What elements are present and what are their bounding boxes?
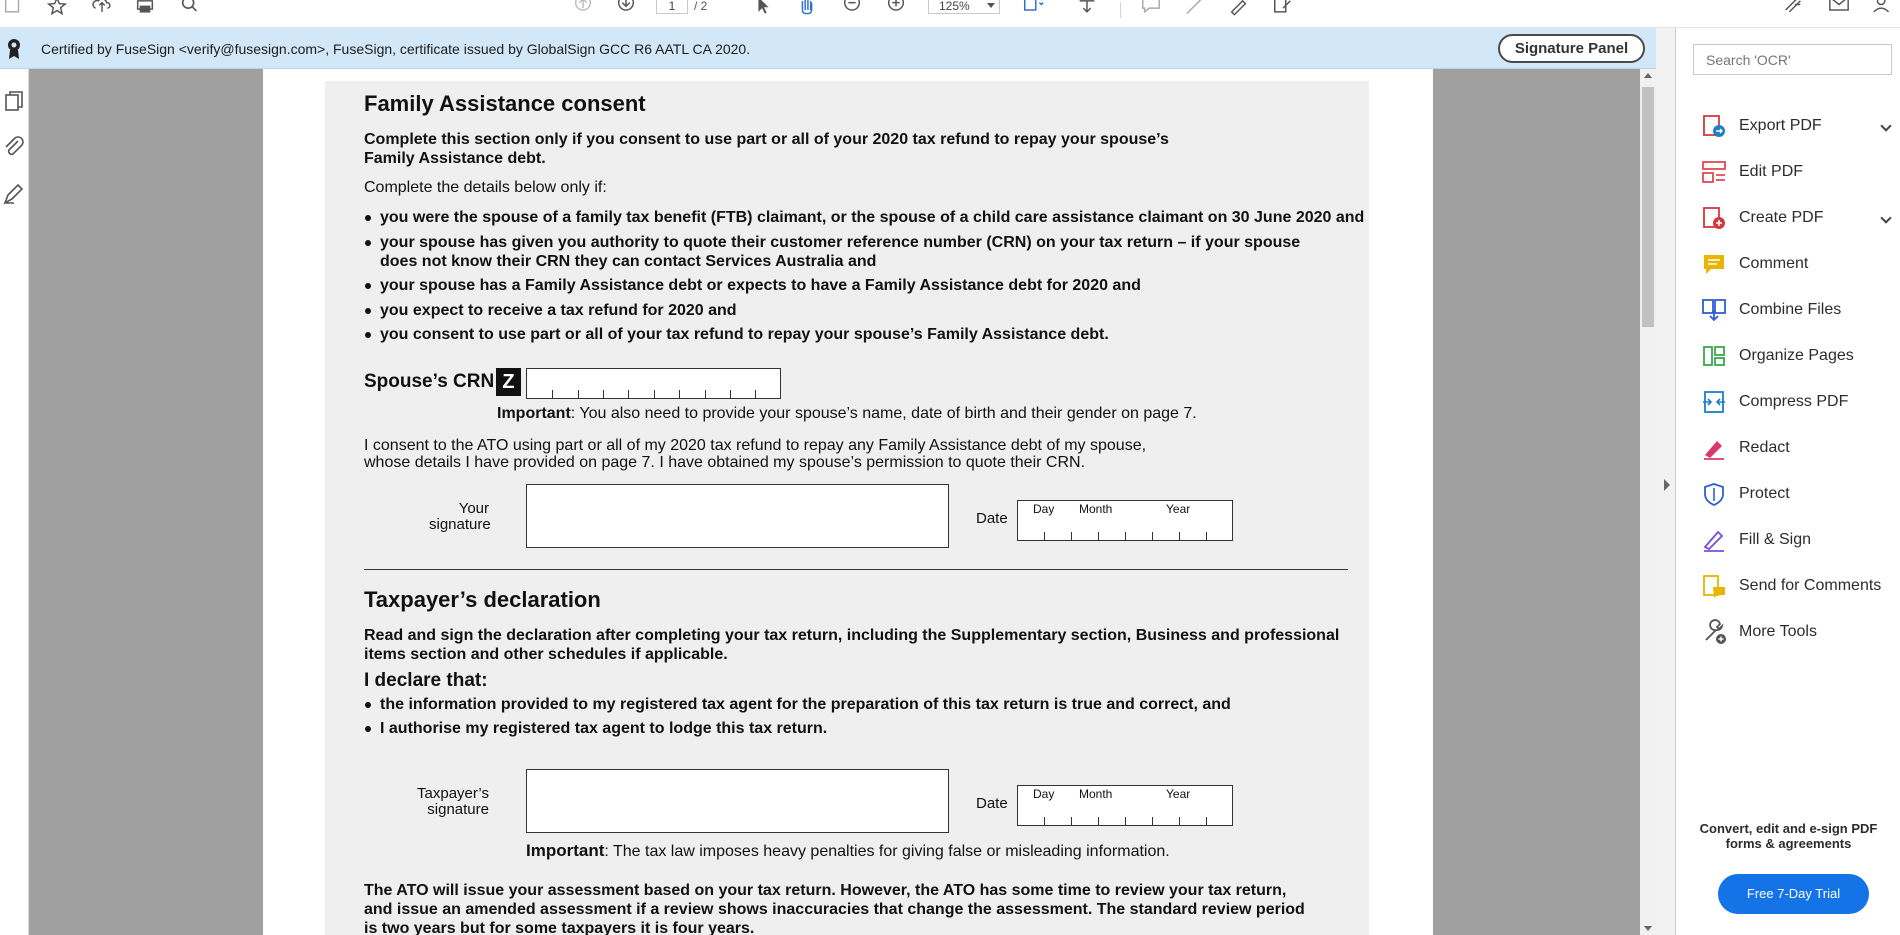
digit-divider [1098,532,1099,540]
tool-label: Edit PDF [1739,163,1804,180]
declaration-intro-line1: Read and sign the declaration after completing your tax return, including the Supplementary section, Business and professional [364,627,1340,644]
save-icon[interactable] [0,0,26,20]
closing-line2: and issue an amended assessment if a review shows inaccuracies that change the assessment. The standard review period [364,901,1305,918]
digit-divider [1044,817,1045,825]
digit-divider [603,390,604,398]
crn-important-note [497,405,1197,422]
digit-divider [1125,817,1126,825]
tool-label: Compress PDF [1739,393,1849,410]
upload-cloud-icon[interactable] [89,0,115,20]
tool-label: Organize Pages [1739,347,1854,364]
tool-send-for-comments[interactable] [1701,570,1896,602]
scroll-mode-icon[interactable] [1074,0,1100,20]
user-share-icon[interactable] [1870,0,1896,20]
your-signature-label [429,501,489,533]
digit-divider [1125,532,1126,540]
i-declare-that: I declare that: [364,670,488,691]
spouse-crn-input[interactable] [526,368,781,399]
tool-label: Protect [1739,485,1790,502]
tool-more-tools[interactable] [1701,616,1896,648]
taxpayer-signature-field[interactable] [526,769,949,833]
find-icon[interactable] [177,0,203,20]
chevron-down-icon[interactable] [1880,212,1891,223]
chevron-down-icon[interactable] [1880,120,1891,131]
organize-pages-icon [1701,343,1727,369]
digit-divider [654,390,655,398]
protect-icon [1701,481,1727,507]
comment-tool-icon[interactable] [1138,0,1164,20]
closing-line3: is two years but for some taxpayers it is four years. [364,920,755,935]
tools-pane [1677,28,1900,935]
important-text: : The tax law imposes heavy penalties for giving false or misleading information. [604,843,1170,860]
tool-create-pdf[interactable] [1701,202,1896,234]
digit-divider [1071,817,1072,825]
bullet-dot [365,283,371,289]
digit-divider [1179,817,1180,825]
digit-divider [679,390,680,398]
digit-divider [755,390,756,398]
page-number-field[interactable]: 1 [656,0,688,14]
promo-line2: forms & agreements [1725,836,1852,851]
page-thumbnails-icon[interactable] [2,89,26,113]
digit-divider [705,390,706,398]
penalty-important-note [526,842,1170,860]
month-label: Month [1079,502,1113,516]
details-intro: Complete the details below only if: [364,179,607,196]
edit-document-icon[interactable] [1270,0,1296,20]
bullet-dot [365,308,371,314]
signature-label-line2: signature [429,516,491,533]
tool-redact[interactable] [1701,432,1896,464]
scrollbar-thumb[interactable] [1642,87,1654,327]
date-label: Date [976,795,1008,812]
tool-comment[interactable] [1701,248,1896,280]
bullet-dot [365,702,371,708]
hand-tool-icon[interactable] [794,0,820,20]
day-label: Day [1033,502,1055,516]
declaration-date-field[interactable] [1017,785,1233,826]
declaration-bullet-1: the information provided to my registered tax agent for the preparation of this tax return is true and correct, and [380,696,1231,713]
important-label: Important [497,405,571,422]
tool-label: Create PDF [1739,209,1824,226]
tool-protect[interactable] [1701,478,1896,510]
scroll-down-arrow-icon[interactable] [1644,926,1652,931]
declaration-intro-line2: items section and other schedules if applicable. [364,646,728,663]
promo-line1: Convert, edit and e-sign PDF [1699,821,1878,836]
tool-label: More Tools [1739,623,1817,640]
compress-pdf-icon [1701,389,1727,415]
tool-label: Combine Files [1739,301,1842,318]
spouse-crn-label: Spouse’s CRN [364,371,495,392]
export-pdf-icon [1701,113,1727,139]
zoom-out-icon[interactable] [839,0,865,20]
family-bullet-5: you consent to use part or all of your tax refund to repay your spouse’s Family Assistance debt. [380,326,1109,343]
family-bullet-4: you expect to receive a tax refund for 2020 and [380,302,737,319]
tool-compress-pdf[interactable] [1701,386,1896,418]
left-navigation-pane [0,69,29,935]
bookmark-star-icon[interactable] [44,0,70,20]
family-assistance-heading: Family Assistance consent [364,91,646,116]
tool-label: Redact [1739,439,1790,456]
tools-search-input[interactable] [1693,44,1892,75]
family-bullet-1: you were the spouse of a family tax benefit (FTB) claimant, or the spouse of a child care assistance claimant on 30 June 2020 and [380,209,1365,226]
page-display-icon[interactable] [1020,0,1046,20]
taxpayer-signature-label [409,786,489,818]
attachments-icon[interactable] [2,135,26,159]
your-signature-field[interactable] [526,484,949,548]
consent-date-field[interactable] [1017,500,1233,541]
year-label: Year [1166,502,1191,516]
combine-files-icon [1701,297,1727,323]
digit-divider [1071,532,1072,540]
declaration-bullet-2: I authorise my registered tax agent to lodge this tax return. [380,720,828,737]
year-label: Year [1166,787,1191,801]
zoom-in-icon[interactable] [883,0,909,20]
chevron-down-icon [987,3,995,8]
family-intro-line2: Family Assistance debt. [364,150,546,167]
consent-line1: I consent to the ATO using part or all of my 2020 tax refund to repay any Family Assistance debt of my spouse, [364,437,1147,454]
free-trial-button[interactable]: Free 7-Day Trial [1718,874,1869,914]
collapse-right-pane-icon[interactable] [1664,479,1670,491]
select-cursor-icon[interactable] [750,0,776,20]
taxpayer-declaration-heading: Taxpayer’s declaration [364,587,601,612]
tool-label: Comment [1739,255,1809,272]
digit-divider [578,390,579,398]
certificate-ribbon-icon [5,37,23,61]
digit-divider [730,390,731,398]
comment-icon [1701,251,1727,277]
sign-pen-icon[interactable] [1226,0,1252,20]
page-total-label: / 2 [694,0,708,13]
toolbar-separator [1120,2,1121,18]
zoom-value: 125% [939,0,970,13]
certification-text: Certified by FuseSign <verify@fusesign.com>, FuseSign, certificate issued by GlobalSign GCC R6 AATL CA 2020. [41,41,751,57]
important-text: : You also need to provide your spouse’s name, date of birth and their gender on page 7. [570,405,1197,422]
digit-divider [1152,532,1153,540]
digit-divider [1206,817,1207,825]
bullet-dot [365,726,371,732]
previous-page-icon[interactable] [570,0,596,20]
zoom-select[interactable] [928,0,1000,14]
crn-z-marker: Z [496,368,521,396]
page-content-layer [29,69,1640,935]
consent-line2: whose details I have provided on page 7. I have obtained my spouse’s permission to quote their CRN. [364,454,1086,471]
redact-icon [1701,435,1727,461]
signature-panel-button[interactable]: Signature Panel [1498,34,1645,63]
highlight-pen-icon[interactable] [1182,0,1208,20]
family-intro-line1: Complete this section only if you consent to use part or all of your 2020 tax refund to repay your spouse’s [364,131,1169,148]
tool-combine-files[interactable] [1701,294,1896,326]
digit-divider [552,390,553,398]
tool-organize-pages[interactable] [1701,340,1896,372]
create-pdf-icon [1701,205,1727,231]
more-tools-icon [1701,619,1727,645]
digit-divider [1044,532,1045,540]
tool-export-pdf[interactable] [1701,110,1896,142]
family-bullet-2: your spouse has given you authority to quote their customer reference number (CRN) on your tax return – if your spouse [380,234,1301,251]
vertical-scrollbar[interactable] [1640,69,1656,935]
digit-divider [1206,532,1207,540]
digit-divider [1179,532,1180,540]
tool-label: Send for Comments [1739,577,1882,594]
important-label: Important [526,841,605,860]
fill-sign-icon [1701,527,1727,553]
tool-fill-sign[interactable] [1701,524,1896,556]
family-bullet-2-cont: does not know their CRN they can contact Services Australia and [380,253,877,270]
digit-divider [1098,817,1099,825]
pdf-page-content [29,69,1640,935]
right-pane-splitter [1656,28,1676,935]
month-label: Month [1079,787,1113,801]
tool-label: Export PDF [1739,117,1822,134]
tool-label: Fill & Sign [1739,531,1812,548]
next-page-icon[interactable] [613,0,639,20]
signature-label-line1: Taxpayer’s [417,785,489,802]
closing-line1: The ATO will issue your assessment based on your tax return. However, the ATO has some time to review your tax return, [364,882,1287,899]
section-divider [364,569,1348,570]
bullet-dot [365,332,371,338]
tool-edit-pdf[interactable] [1701,156,1896,188]
bullet-dot [365,240,371,246]
share-link-icon[interactable] [1780,0,1806,20]
send-comments-icon [1701,573,1727,599]
print-icon[interactable] [132,0,158,20]
day-label: Day [1033,787,1055,801]
signature-label-line2: signature [427,801,489,818]
signatures-pen-icon[interactable] [2,183,26,207]
family-bullet-3: your spouse has a Family Assistance debt or expects to have a Family Assistance debt for 2020 and [380,277,1141,294]
digit-divider [628,390,629,398]
certification-bar [0,28,1676,69]
date-label: Date [976,510,1008,527]
promo-text [1677,821,1900,851]
signature-label-line1: Your [458,500,489,517]
top-toolbar [0,0,1900,28]
digit-divider [1152,817,1153,825]
email-icon[interactable] [1826,0,1852,20]
edit-pdf-icon [1701,159,1727,185]
bullet-dot [365,215,371,221]
scroll-up-arrow-icon[interactable] [1644,73,1652,78]
